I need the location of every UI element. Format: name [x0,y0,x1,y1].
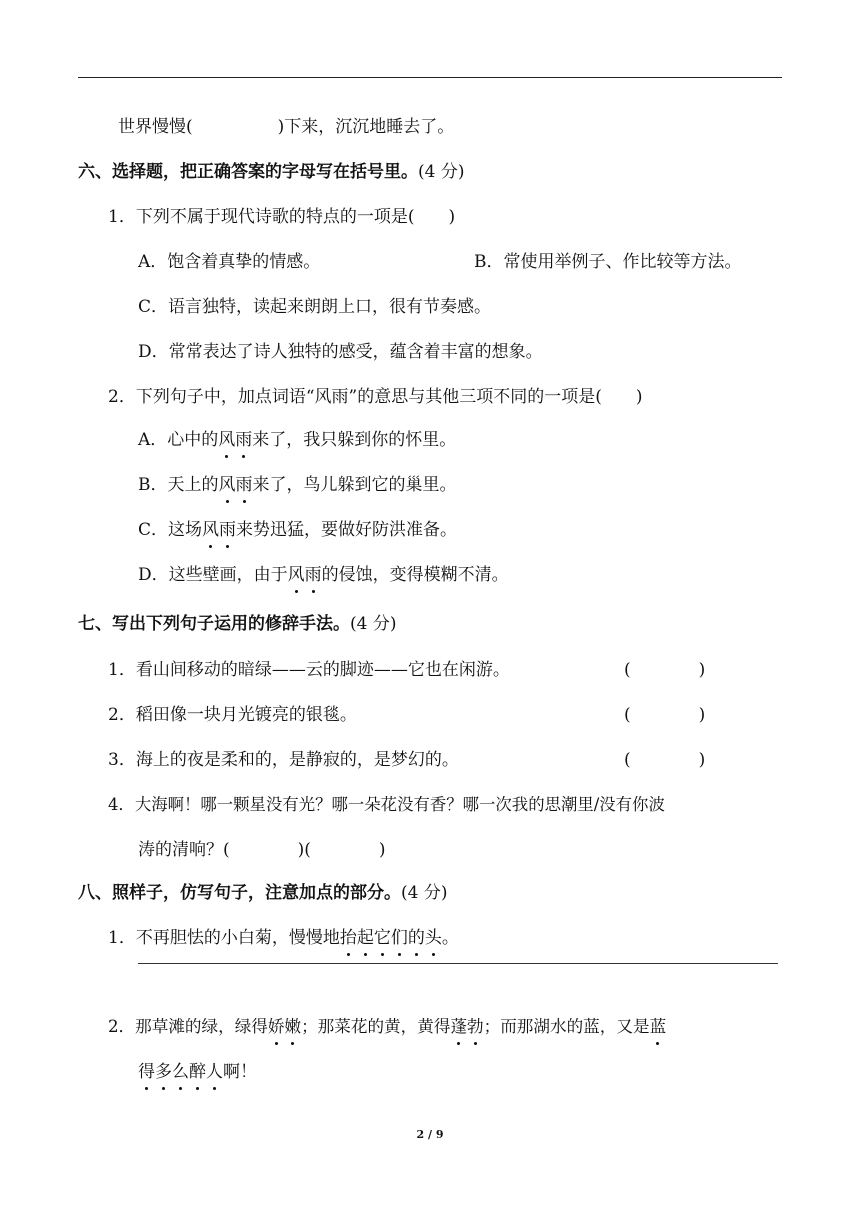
continuation-line: 世界慢慢( )下来，沉沉地睡去了。 [118,117,455,137]
sentence-text: ；那菜花的黄，黄得 [301,1017,451,1036]
dotted-char: 风 [219,473,236,497]
header-rule [78,77,782,78]
question-6-1-option-d: D．常常表达了诗人独特的感受，蕴含着丰富的想象。 [138,342,543,362]
option-text: D．这些壁画，由于 [138,565,288,585]
question-6-2-option-d [138,563,509,587]
dotted-char: 嫩 [285,1015,302,1039]
sentence-text: 啊！ [223,1062,257,1082]
dotted-char: 风 [218,428,235,452]
dotted-char: 雨 [236,473,253,497]
question-6-1-option-c: C．语言独特，读起来朗朗上口，很有节奏感。 [138,297,492,317]
dotted-char: 雨 [305,563,322,587]
dotted-char: 娇 [268,1015,285,1039]
dotted-char: 它 [374,926,391,950]
question-7-4-line-1: 4．大海啊！哪一颗星没有光？哪一朵花没有香？哪一次我的思潮里/没有你波 [108,795,665,814]
dotted-char: 风 [202,518,219,542]
option-text: A．心中的 [138,430,219,450]
dotted-char: 得 [138,1060,155,1084]
question-6-2-stem: 2．下列句子中，加点词语“风雨”的意思与其他三项不同的一项是( ) [108,387,643,407]
dotted-char: 人 [206,1060,223,1084]
option-text: 来势迅猛，要做好防洪准备。 [236,520,458,540]
section-8-title: 八、照样子，仿写句子，注意加点的部分。 [78,883,401,903]
question-8-1 [108,926,459,950]
dotted-char: 雨 [235,428,252,452]
dotted-char: 抬 [340,926,357,950]
page-number: 2 / 9 [416,1128,444,1141]
option-text: C．这场 [138,520,203,540]
dotted-char: 醉 [189,1060,206,1084]
question-7-1: 1．看山间移动的暗绿——云的脚迹——它也在闲游。 [108,660,510,680]
dotted-char: 起 [357,926,374,950]
question-7-2: 2．稻田像一块月光镀亮的银毯。 [108,705,357,725]
sentence-text: ；而那湖水的蓝，又是 [483,1017,650,1036]
dotted-char: 头 [425,926,442,950]
section-6-title: 六、选择题，把正确答案的字母写在括号里。 [78,162,418,182]
question-6-2-option-b [138,473,457,497]
question-6-1-stem: 1．下列不属于现代诗歌的特点的一项是( ) [108,207,456,227]
option-text: 的侵蚀，变得模糊不清。 [321,565,509,585]
section-7-points: (4 分) [350,614,397,634]
answer-blank-7-3[interactable]: ( ) [624,750,706,770]
option-text: B．天上的 [138,475,219,495]
question-6-1-option-a: A．饱含着真挚的情感。 [138,252,321,272]
dotted-char: 勃 [467,1015,484,1039]
sentence-text: 2．那草滩的绿，绿得 [108,1017,268,1036]
option-text: 来了，我只躲到你的怀里。 [252,430,457,450]
section-7-heading [78,612,396,636]
answer-writing-line[interactable] [138,963,778,964]
option-text: 来了，鸟儿躲到它的巢里。 [252,475,457,495]
question-7-4-line-2: 涛的清响？( )( ) [138,840,386,860]
dotted-char: 么 [172,1060,189,1084]
dotted-char: 蓝 [650,1015,667,1039]
sentence-text: 1．不再胆怯的小白菊，慢慢地 [108,928,340,948]
section-7-title: 七、写出下列句子运用的修辞手法。 [78,614,350,634]
dotted-char: 多 [155,1060,172,1084]
section-8-points: (4 分) [401,883,448,903]
question-7-3: 3．海上的夜是柔和的，是静寂的，是梦幻的。 [108,750,459,770]
dotted-char: 的 [408,926,425,950]
answer-blank-7-2[interactable]: ( ) [624,705,706,725]
section-6-heading [78,160,464,184]
question-6-2-option-c [138,518,457,542]
question-8-2-line-2 [138,1060,257,1084]
section-6-points: (4 分) [418,162,465,182]
answer-blank-7-1[interactable]: ( ) [624,660,706,680]
section-8-heading [78,881,447,905]
dotted-char: 蓬 [450,1015,467,1039]
dotted-char: 雨 [219,518,236,542]
sentence-text: 。 [441,928,459,948]
question-8-2-line-1 [108,1015,666,1039]
question-6-1-option-b: B．常使用举例子、作比较等方法。 [474,252,742,272]
dotted-char: 们 [391,926,408,950]
question-6-2-option-a [138,428,456,452]
dotted-char: 风 [288,563,305,587]
